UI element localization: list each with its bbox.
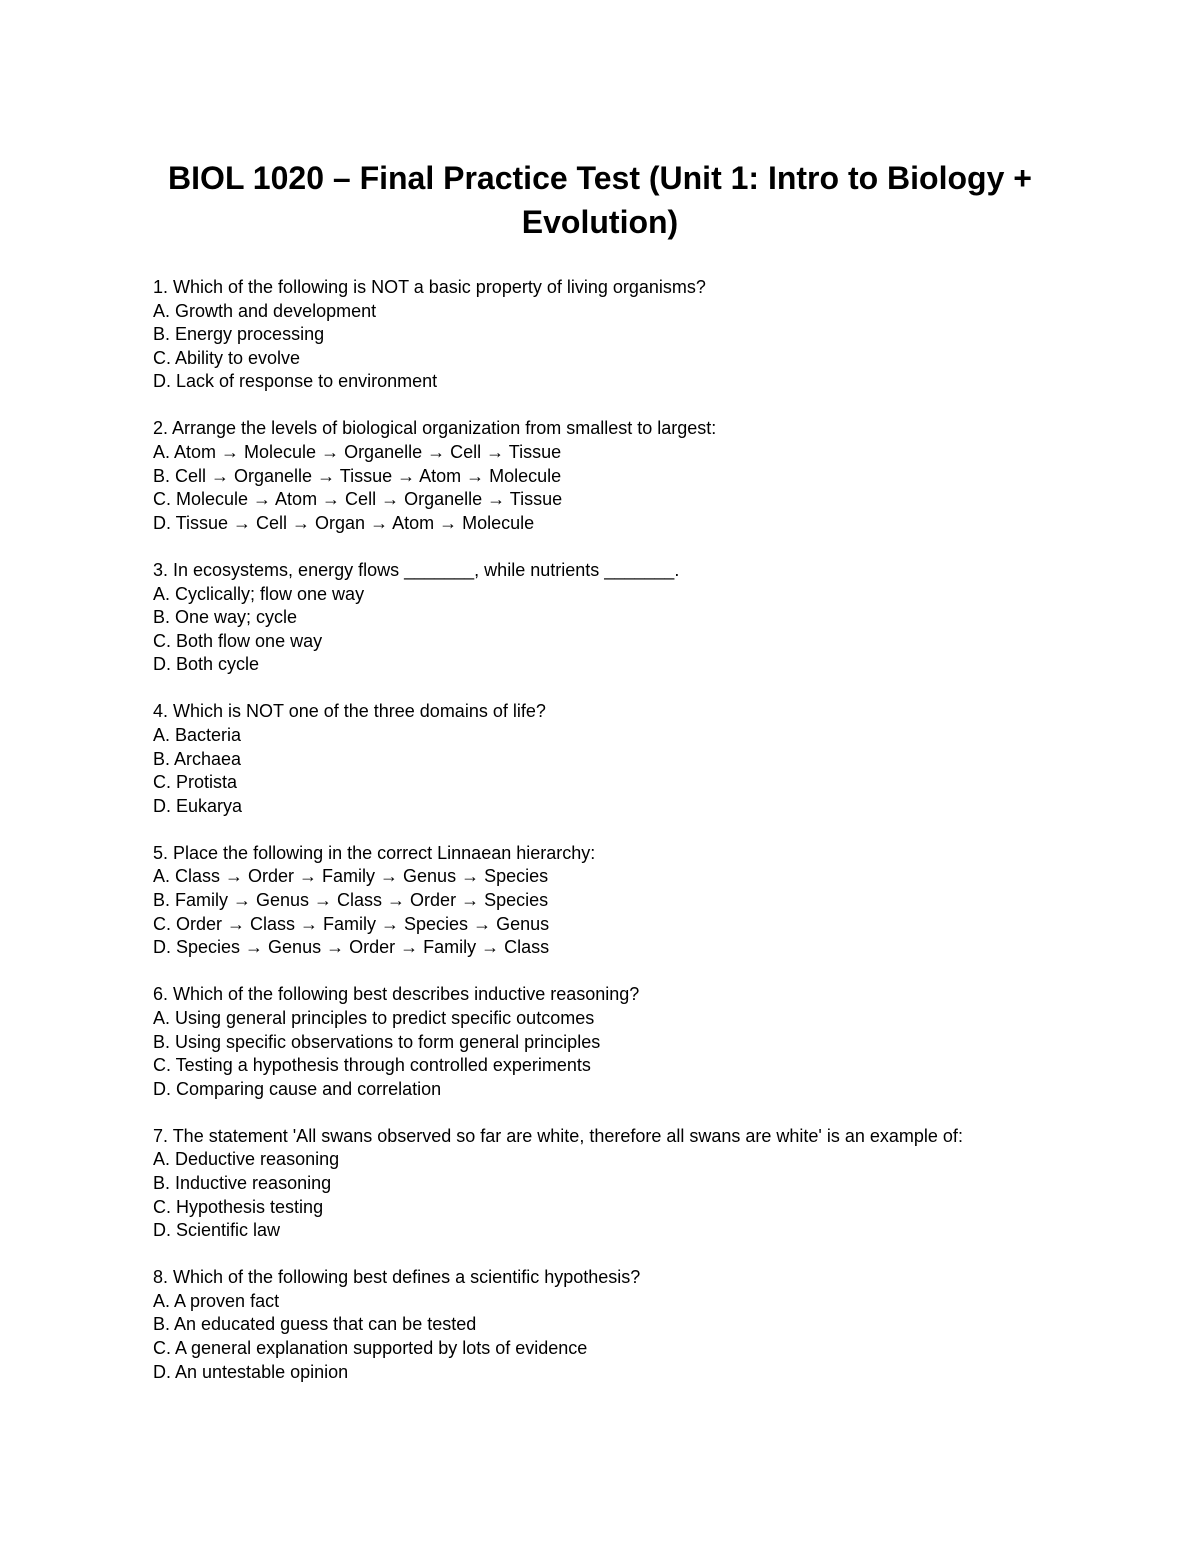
- question-2: [153, 417, 1153, 535]
- answer-option-c: C. Molecule → Atom → Cell → Organelle → Tissue: [153, 489, 563, 510]
- answer-option-c: C. Protista: [153, 772, 238, 793]
- answer-option-a: A. Bacteria: [153, 725, 242, 745]
- answer-option-d: D. Species → Genus → Order → Family → Class: [153, 937, 550, 958]
- question-1: [153, 276, 1153, 394]
- question-8: [153, 1266, 1153, 1384]
- answer-option-a: A. Deductive reasoning: [153, 1149, 340, 1170]
- answer-option-b: B. Archaea: [153, 748, 242, 769]
- answer-option-b: B. An educated guess that can be tested: [153, 1314, 477, 1335]
- answer-option-a: A. A proven fact: [153, 1290, 280, 1311]
- answer-option-a: A. Cyclically; flow one way: [153, 583, 365, 604]
- answer-option-d: D. Both cycle: [153, 654, 260, 675]
- question-7: [153, 1125, 1153, 1243]
- answer-option-b: B. Energy processing: [153, 324, 325, 345]
- question-text: 4. Which is NOT one of the three domains of life?: [153, 701, 546, 722]
- answer-option-c: C. Ability to evolve: [153, 347, 301, 368]
- answer-option-b: B. One way; cycle: [153, 607, 298, 628]
- question-text: 8. Which of the following best defines a scientific hypothesis?: [153, 1267, 641, 1288]
- question-text: 2. Arrange the levels of biological organization from smallest to largest:: [153, 418, 717, 439]
- answer-option-c: C. Both flow one way: [153, 630, 323, 651]
- answer-option-b: B. Using specific observations to form general principles: [153, 1031, 601, 1052]
- answer-option-c: C. Order → Class → Family → Species → Genus: [153, 913, 550, 934]
- answer-option-d: D. Lack of response to environment: [153, 371, 438, 392]
- answer-option-a: A. Atom → Molecule → Organelle → Cell → Tissue: [153, 442, 562, 463]
- question-5: [153, 842, 1153, 960]
- answer-option-a: A. Class → Order → Family → Genus → Species: [153, 866, 549, 887]
- answer-option-d: D. Scientific law: [153, 1220, 281, 1241]
- answer-option-a: A. Growth and development: [153, 300, 377, 321]
- question-text: 5. Place the following in the correct Linnaean hierarchy:: [153, 842, 596, 863]
- answer-option-d: D. Tissue → Cell → Organ → Atom → Molecule: [153, 512, 535, 533]
- answer-option-c: C. Hypothesis testing: [153, 1196, 324, 1217]
- question-text: 3. In ecosystems, energy flows _______, while nutrients _______.: [153, 559, 680, 580]
- question-4: [153, 700, 1153, 818]
- answer-option-d: D. Eukarya: [153, 795, 243, 816]
- question-list: [153, 276, 1153, 1408]
- answer-option-b: B. Cell → Organelle → Tissue → Atom → Molecule: [153, 465, 562, 486]
- answer-option-c: C. Testing a hypothesis through controlled experiments: [153, 1055, 591, 1076]
- page-title: BIOL 1020 – Final Practice Test (Unit 1: Intro to Biology + Evolution): [168, 160, 1032, 240]
- answer-option-b: B. Family → Genus → Class → Order → Species: [153, 890, 549, 911]
- answer-option-a: A. Using general principles to predict specific outcomes: [153, 1007, 595, 1028]
- question-6: [153, 983, 1153, 1101]
- question-text: 6. Which of the following best describes inductive reasoning?: [153, 984, 640, 1005]
- answer-option-d: D. Comparing cause and correlation: [153, 1078, 442, 1099]
- question-text: 1. Which of the following is NOT a basic property of living organisms?: [153, 277, 706, 297]
- answer-option-d: D. An untestable opinion: [153, 1361, 349, 1382]
- question-3: [153, 559, 1153, 677]
- question-text: 7. The statement 'All swans observed so far are white, therefore all swans are white' is an example of:: [153, 1125, 963, 1146]
- answer-option-c: C. A general explanation supported by lots of evidence: [153, 1338, 588, 1359]
- answer-option-b: B. Inductive reasoning: [153, 1173, 332, 1193]
